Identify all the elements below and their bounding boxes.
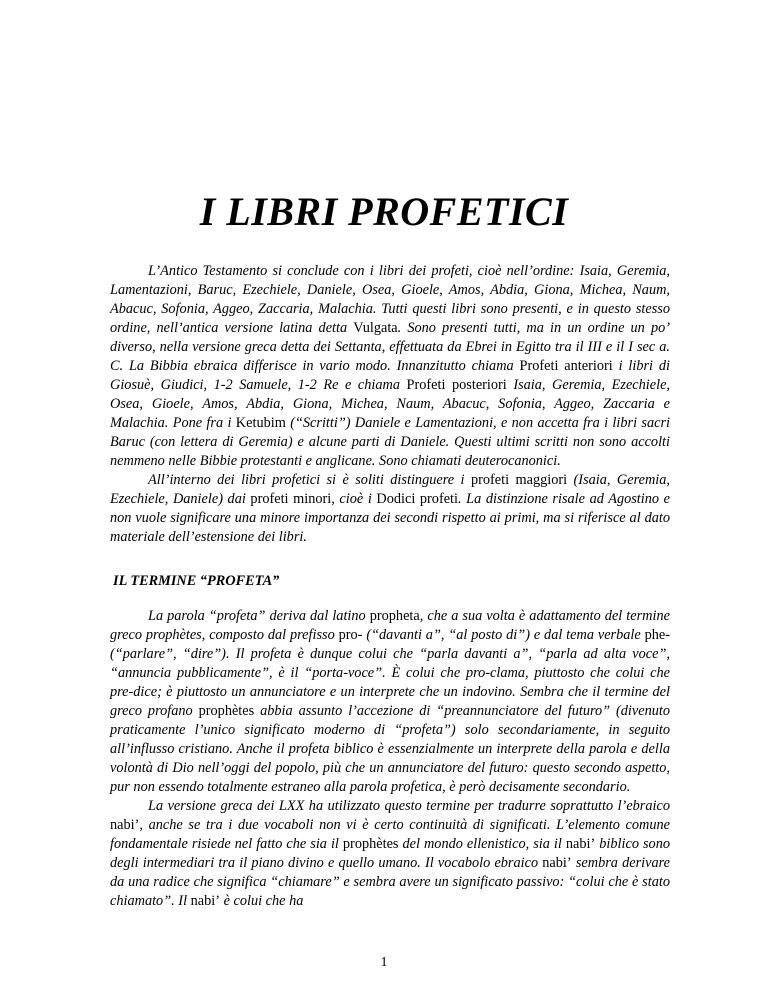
term-prophetes: prophètes [198,703,255,719]
text-run: abbia assunto l’accezione di “preannunciatore del futuro” (divenuto praticamente l’unico significato moderno di “profeta”) solo secondariamente, in seguito all’influsso cristiano. Anche il profeta biblico è essenzialmente un interprete della parola e della volontà di Dio nell’oggi del popolo, più che un annunciatore del futuro: questo secondo aspetto, pur non essendo totalmente estraneo alla parola profetica, è però decisamente secondario. [110,703,671,795]
term-profeti-posteriori: Profeti posteriori [406,377,507,393]
text-run: (“davanti a”, “al posto di”) e dal tema verbale [362,627,645,643]
text-run: , che a sua volta è adattamento del termine greco prophètes, composto dal prefisso [110,608,670,643]
intro-paragraph-1 [110,262,670,471]
text-run: La versione greca dei LXX ha utilizzato questo termine per tradurre soprattutto l’ebraico [148,798,670,814]
text-run: La parola “profeta” deriva dal latino [148,608,370,624]
text-run: (“parlare”, “dire”). Il profeta è dunque colui che “parla davanti a”, “parla ad alta voce”, “annuncia pubblicamente”, è il “porta-voce”. È colui che pro-clama, piuttosto che colui che pre-dice; è piuttosto un annunciatore e un interprete che un indovino. Sembra che il termine del greco profano [110,646,670,719]
term-vulgata: Vulgata [353,320,398,336]
term-profeti-maggiori: profeti maggiori [470,472,568,488]
term-phe: phe- [644,627,670,643]
term-pro: pro- [338,627,363,643]
intro-paragraph-2 [110,471,670,547]
text-run: del mondo ellenistico, sia il [398,836,566,852]
intro-section [110,262,670,547]
term-nabi: nabi’ [542,855,572,871]
text-run: i libri di Giosuè, Giudici, 1-2 Samuele, 1-2 Re e chiama [110,358,670,393]
term-profeti-minori: profeti minori [250,491,332,507]
text-run: . Sono presenti tutti, ma in un ordine un po’ diverso, nella versione greca detta dei Settanta, effettuata da Ebrei in Egitto tra il III e il I sec a. C. La Bibbia ebraica differisce in vario modo. Innanzitutto chiama [110,320,670,374]
term-propheta: propheta [369,608,420,624]
term-dodici-profeti: Dodici profeti [376,491,459,507]
term-profeti-anteriori: Profeti anteriori [519,358,613,374]
text-run: biblico sono degli intermediari tra il piano divino e quello umano. Il vocabolo ebraico [110,836,670,871]
text-run: sembra derivare da una radice che significa “chiamare” e sembra avere un significato passivo: “colui che è stato chiamato”. Il [110,855,670,909]
term-prophetes: prophètes [342,836,399,852]
text-run: (“Scritti”) Daniele e Lamentazioni, e non accetta fra i libri sacri Baruc (con lettera di Geremia) e alcune parti di Daniele. Questi ultimi scritti non sono accolti nemmeno nelle Bibbie protestanti e anglicane. Sono chiamati deuterocanonici. [110,415,671,469]
text-run: , anche se tra i due vocaboli non vi è certo continuità di significati. L’elemento comune fondamentale risiede nel fatto che sia il [110,817,670,852]
text-run: Isaia, Geremia, Ezechiele, Osea, Gioele, Amos, Abdia, Giona, Michea, Naum, Abacuc, Sofonia, Aggeo, Zaccaria e Malachia. Pone fra i [110,377,670,431]
term-nabi: nabi’ [565,836,596,852]
section-paragraph-2 [110,797,670,911]
text-run: L’Antico Testamento si conclude con i libri dei profeti, cioè nell’ordine: Isaia, Geremia, Lamentazioni, Baruc, Ezechiele, Daniele, Osea, Gioele, Amos, Abdia, Giona, Michea, Naum, Abacuc, Sofonia, Aggeo, Zaccaria, Malachia. Tutti questi libri sono presenti, e in questo stesso ordine, nell’antica versione latina detta [110,263,670,336]
term-nabi: nabi’ [110,817,140,833]
text-run: , cioè i [331,491,377,507]
text-run: All’interno dei libri profetici si è soliti distinguere i [148,472,471,488]
text-run: è colui che ha [220,893,304,909]
term-section [110,607,670,911]
term-ketubim: Ketubim [235,415,286,431]
page-number: 1 [380,955,388,970]
section-heading: IL TERMINE “PROFETA” [113,573,280,589]
text-run: . La distinzione risale ad Agostino e non vuole significare una minore importanza dei secondi rispetto ai primi, ma si riferisce al dato materiale dell’estensione dei libri. [110,491,670,545]
section-paragraph-1 [110,607,670,797]
text-run: (Isaia, Geremia, Ezechiele, Daniele) dai [110,472,670,507]
term-nabi: nabi’ [190,893,221,909]
document-title: I LIBRI PROFETICI [199,189,569,234]
